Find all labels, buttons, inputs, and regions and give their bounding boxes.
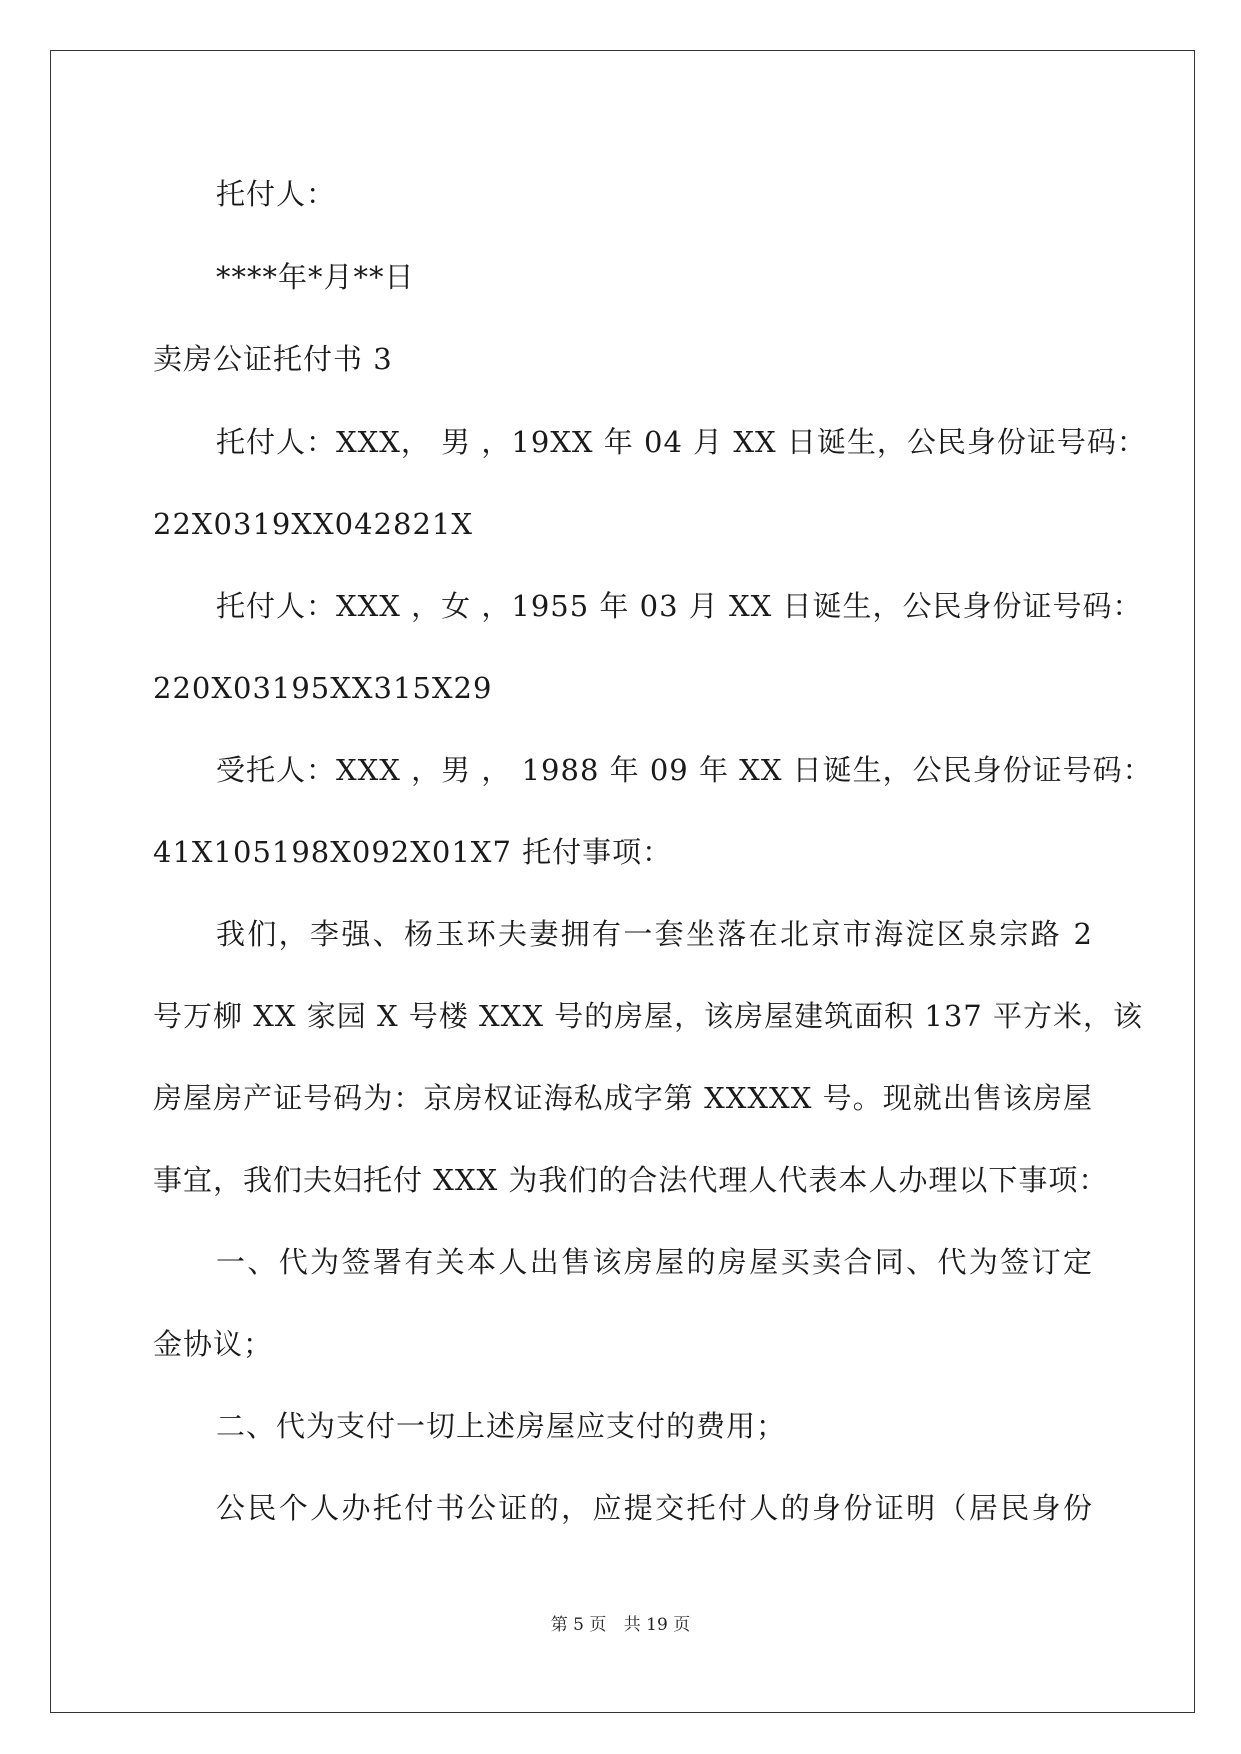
principal-signature-label: 托付人： [216,177,337,211]
matter-item-1: 一、代为签署有关本人出售该房屋的房屋买卖合同、代为签订定 [216,1245,1093,1279]
page-footer [0,1610,1241,1635]
signature-date: ****年*月**日 [216,260,415,294]
page-total: 共 19 页 [623,1615,691,1635]
notarization-note: 公民个人办托付书公证的，应提交托付人的身份证明（居民身份 [216,1491,1093,1525]
page-current: 第 5 页 [550,1615,607,1635]
principal-1-info: 托付人：XXX， 男 ，19XX 年 04 月 XX 日诞生，公民身份证号码： [216,425,1147,459]
paragraph-line: 事宜，我们夫妇托付 XXX 为我们的合法代理人代表本人办理以下事项： [153,1163,1109,1197]
agent-id-and-matters: 41X105198X092X01X7 托付事项： [153,835,673,869]
matter-item-1-cont: 金协议； [153,1327,274,1361]
paragraph-line: 房屋房产证号码为：京房权证海私成字第 XXXXX 号。现就出售该房屋 [153,1081,1093,1115]
paragraph-line: 我们，李强、杨玉环夫妻拥有一套坐落在北京市海淀区泉宗路 2 [216,917,1093,951]
principal-1-id: 22X0319XX042821X [153,507,473,541]
page-border [50,50,1195,1713]
matter-item-2: 二、代为支付一切上述房屋应支付的费用； [216,1409,787,1443]
agent-info: 受托人：XXX ，男 ， 1988 年 09 年 XX 日诞生，公民身份证号码： [216,753,1153,787]
section-title: 卖房公证托付书 3 [153,342,393,376]
paragraph-line: 号万柳 XX 家园 X 号楼 XXX 号的房屋，该房屋建筑面积 137 平方米，该 [153,999,1143,1033]
principal-2-id: 220X03195XX315X29 [153,671,493,705]
principal-2-info: 托付人：XXX ，女 ，1955 年 03 月 XX 日诞生，公民身份证号码： [216,589,1143,623]
